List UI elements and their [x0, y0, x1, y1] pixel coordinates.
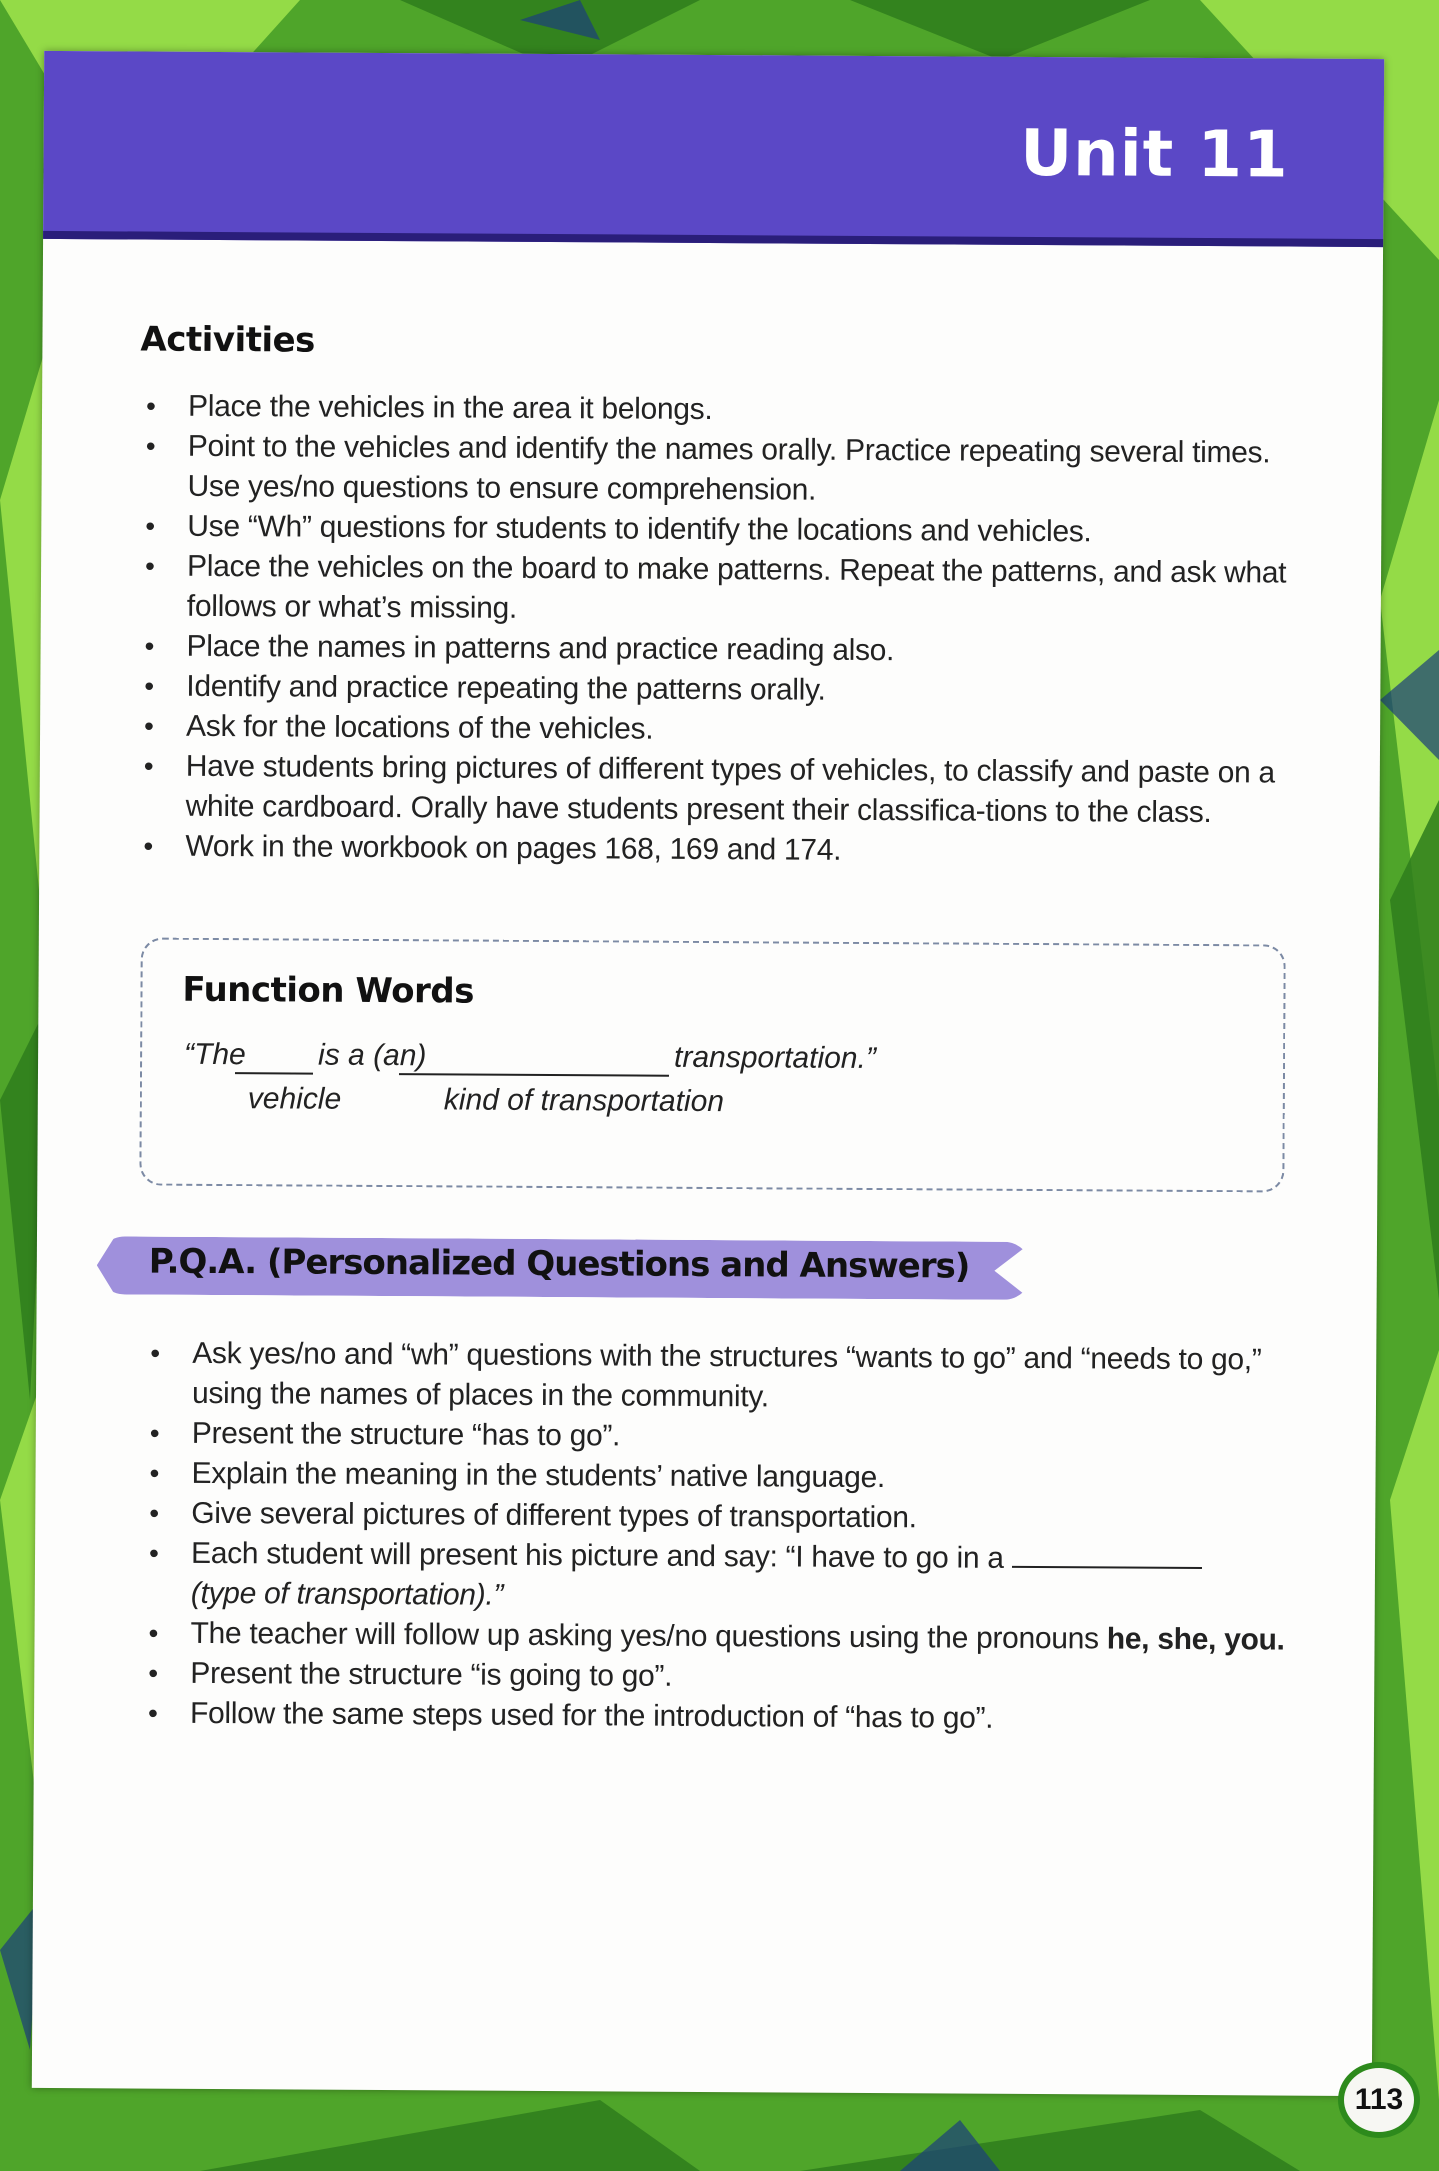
list-item-text: Each student will present his picture and say: “I have to go in a: [190, 1536, 1004, 1575]
list-item: • Present the structure “has to go”.: [144, 1414, 1304, 1461]
vehicle-label: vehicle: [247, 1082, 342, 1116]
pronouns-text: he, she, you.: [1106, 1622, 1285, 1657]
list-item: [143, 1534, 1303, 1621]
function-words-box: [139, 938, 1285, 1193]
list-item: • Work in the workbook on pages 168, 169 and 174.: [137, 827, 1307, 874]
list-item-text: The teacher will follow up asking yes/no questions using the pronouns: [190, 1616, 1099, 1656]
unit-header-bar: [43, 51, 1384, 247]
vehicle-blank: [235, 1072, 313, 1074]
answer-blank: [1012, 1566, 1202, 1569]
list-item: • Follow the same steps used for the introduction of “has to go”.: [142, 1694, 1302, 1741]
list-item: • Identify and practice repeating the patterns orally.: [138, 667, 1308, 714]
list-item: • Explain the meaning in the students’ native language.: [143, 1454, 1303, 1501]
worksheet-page: [32, 51, 1384, 2096]
list-item: [142, 1614, 1302, 1661]
activities-heading: Activities: [140, 319, 315, 361]
function-words-heading: Function Words: [182, 969, 475, 1012]
pqa-heading: P.Q.A. (Personalized Questions and Answers): [148, 1241, 970, 1287]
sentence-frame-start: “The: [184, 1037, 246, 1072]
sentence-frame-middle: is a (an): [318, 1038, 427, 1073]
list-item: • Ask for the locations of the vehicles.: [138, 707, 1308, 754]
unit-title: Unit 11: [1019, 116, 1289, 193]
list-item: • Place the vehicles in the area it belongs.: [140, 387, 1310, 434]
list-item: • Have students bring pictures of different types of vehicles, to classify and paste on a white cardboard. Orally have students present their classifica-tions to the class.: [137, 747, 1307, 834]
kind-of-transportation-label: kind of transportation: [443, 1083, 725, 1119]
list-item: • Place the names in patterns and practice reading also.: [138, 627, 1308, 674]
list-item: • Ask yes/no and “wh” questions with the structures “wants to go” and “needs to go,” using the names of places in the community.: [144, 1334, 1304, 1421]
list-item-continuation: (type of transportation).”: [190, 1576, 504, 1612]
sentence-frame-end: transportation.”: [673, 1040, 876, 1076]
activities-list: [137, 387, 1310, 874]
page-number-badge: 113: [1338, 2062, 1420, 2138]
list-item: • Use “Wh” questions for students to identify the locations and vehicles.: [139, 507, 1309, 554]
list-item: • Place the vehicles on the board to make patterns. Repeat the patterns, and ask what follows or what’s missing.: [139, 547, 1309, 634]
pqa-list: [142, 1334, 1304, 1741]
kind-of-transportation-blank: [399, 1073, 669, 1077]
list-item: • Present the structure “is going to go”.: [142, 1654, 1302, 1701]
list-item: • Point to the vehicles and identify the names orally. Practice repeating several times. Use yes/no questions to ensure comprehension.: [139, 427, 1309, 514]
list-item: • Give several pictures of different types of transportation.: [143, 1494, 1303, 1541]
